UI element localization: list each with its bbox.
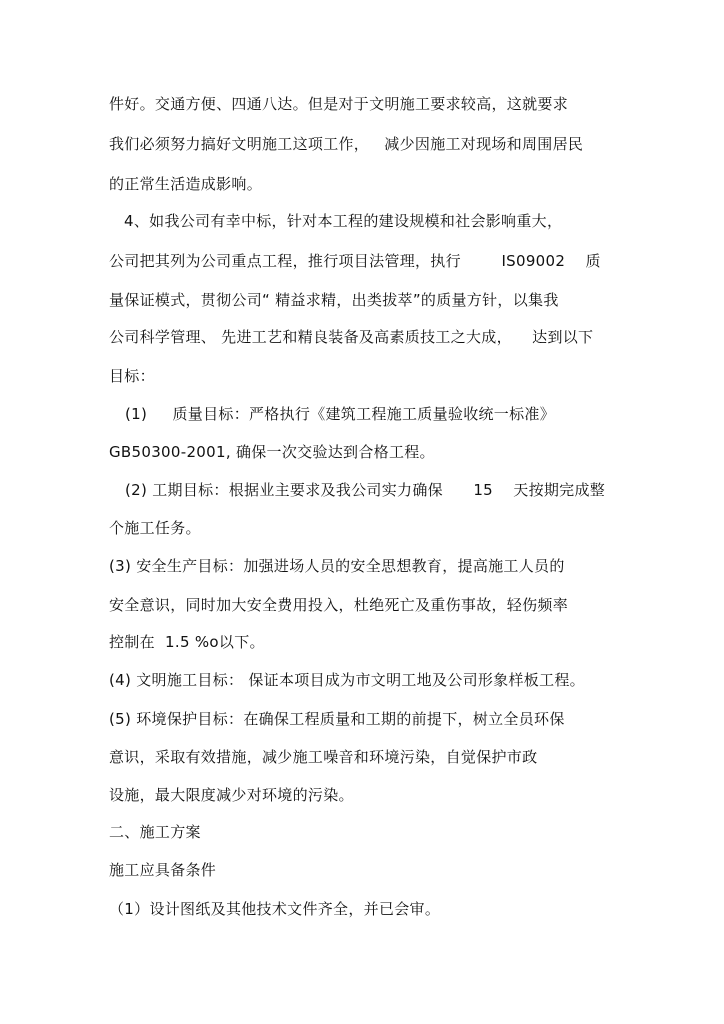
text-line-11: (2) 工期目标：根据业主要求及我公司实力确保 15 天按期完成整 xyxy=(125,481,606,499)
text-line-12: 个施工任务。 xyxy=(109,519,201,537)
text-line-10: GB50300-2001, 确保一次交验达到合格工程。 xyxy=(109,443,435,461)
text-line-15: 控制在 1.5 %o以下。 xyxy=(109,633,265,651)
text-line-5: 公司把其列为公司重点工程，推行项目法管理，执行 IS09002 质 xyxy=(109,252,601,270)
text-line-1: 件好。交通方便、四通八达。但是对于文明施工要求较高，这就要求 xyxy=(109,95,569,113)
text-line-18: 意识，采取有效措施，减少施工噪音和环境污染，自觉保护市政 xyxy=(109,748,538,766)
text-line-4: 4、如我公司有幸中标，针对本工程的建设规模和社会影响重大， xyxy=(124,212,563,230)
text-line-7: 公司科学管理、 先进工艺和精良装备及高素质技工之大成， 达到以下 xyxy=(109,328,594,346)
text-line-8: 目标： xyxy=(109,367,155,385)
text-line-9: (1) 质量目标：严格执行《建筑工程施工质量验收统一标准》 xyxy=(125,405,555,423)
text-line-6: 量保证模式，贯彻公司“ 精益求精，出类拔萃”的质量方针，以集我 xyxy=(109,291,559,309)
subsection-heading: 施工应具备条件 xyxy=(109,861,217,879)
text-line-19: 设施，最大限度减少对环境的污染。 xyxy=(109,786,354,804)
text-line-3: 的正常生活造成影响。 xyxy=(109,175,263,193)
text-line-2: 我们必须努力搞好文明施工这项工作， 减少因施工对现场和周围居民 xyxy=(109,135,584,153)
text-line-13: (3) 安全生产目标：加强进场人员的安全思想教育，提高施工人员的 xyxy=(109,557,565,575)
text-line-16: (4) 文明施工目标： 保证本项目成为市文明工地及公司形象样板工程。 xyxy=(109,671,585,689)
text-line-17: (5) 环境保护目标：在确保工程质量和工期的前提下，树立全员环保 xyxy=(109,710,565,728)
text-line-22: （1）设计图纸及其他技术文件齐全，并已会审。 xyxy=(109,900,441,918)
section-heading: 二、施工方案 xyxy=(109,823,201,841)
text-line-14: 安全意识，同时加大安全费用投入，杜绝死亡及重伤事故，轻伤频率 xyxy=(109,596,569,614)
